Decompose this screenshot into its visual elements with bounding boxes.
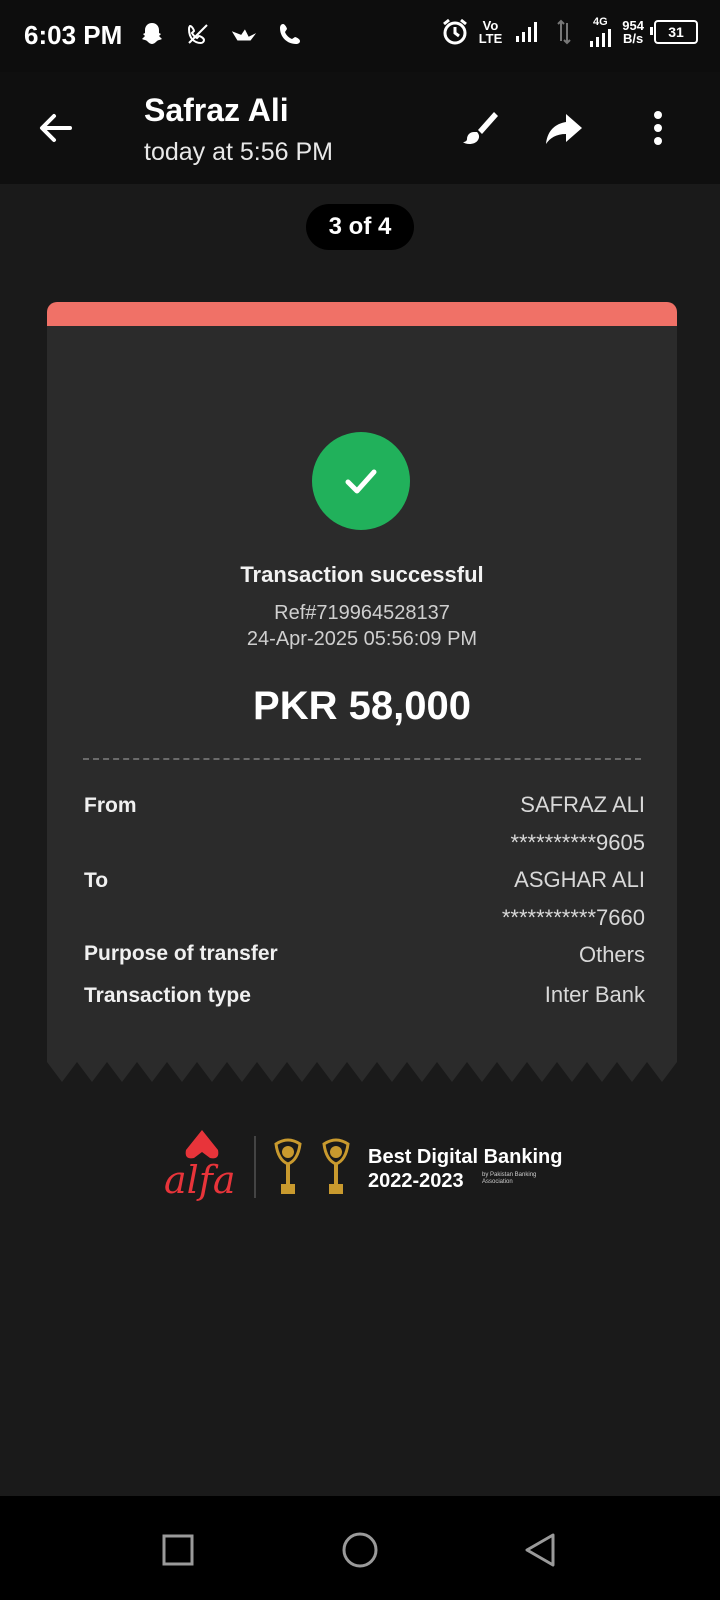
transaction-reference: Ref#719964528137 (274, 602, 450, 624)
award-year: 2022-2023 (368, 1170, 464, 1192)
from-account: **********9605 (510, 830, 645, 855)
back-nav-button[interactable] (520, 1530, 560, 1570)
system-status-icons (441, 16, 698, 47)
transaction-status: Transaction successful (240, 562, 484, 587)
award-by-text: by Pakistan Banking Association (482, 1172, 537, 1185)
battery-indicator (654, 20, 698, 44)
edit-button[interactable] (458, 106, 502, 150)
transaction-datetime: 24-Apr-2025 05:56:09 PM (246, 628, 478, 650)
volte-top: Vo (482, 17, 499, 33)
from-name: SAFRAZ ALI (520, 792, 645, 817)
app-bar (0, 72, 720, 184)
purpose-label: Purpose of transfer (84, 942, 278, 965)
snapchat-icon (138, 20, 166, 48)
share-forward-icon (544, 108, 584, 148)
triangle-back-icon (523, 1532, 557, 1568)
alarm-icon (441, 18, 469, 46)
recent-apps-button[interactable] (158, 1530, 198, 1570)
from-label: From (84, 794, 137, 817)
data-transfer-icon (550, 18, 578, 46)
message-timestamp: today at 5:56 PM (144, 138, 334, 166)
transaction-receipt (47, 302, 677, 1082)
status-bar (0, 0, 720, 72)
media-counter: 3 of 4 (306, 204, 414, 250)
transaction-type-label: Transaction type (84, 984, 251, 1007)
back-button[interactable] (36, 108, 76, 148)
footer-branding (164, 1128, 584, 1208)
signal-icon-2 (588, 29, 612, 47)
volte-bottom: LTE (478, 30, 503, 46)
app-notification-icon (230, 20, 258, 48)
alfa-logo-icon (182, 1128, 222, 1162)
signal-4g (588, 16, 612, 47)
network-speed-value: 954 (622, 17, 644, 33)
status-time: 6:03 PM (24, 20, 123, 50)
square-icon (161, 1533, 195, 1567)
notification-icons (138, 20, 304, 48)
receipt-zigzag-edge (47, 1060, 677, 1084)
forward-button[interactable] (542, 106, 586, 150)
receipt-body (47, 326, 677, 1062)
more-options-button[interactable] (636, 106, 680, 150)
receipt-accent-bar (47, 302, 677, 326)
network-type: 4G (592, 16, 608, 28)
more-vert-icon (652, 110, 664, 146)
contact-name: Safraz Ali (144, 92, 289, 128)
circle-icon (341, 1531, 379, 1569)
transaction-amount: PKR 58,000 (253, 684, 471, 728)
network-speed (622, 19, 644, 45)
phone-icon (276, 20, 304, 48)
signal-icon-1 (512, 18, 540, 46)
to-label: To (84, 869, 109, 892)
to-account: ***********7660 (501, 905, 645, 930)
transaction-type-value: Inter Bank (544, 982, 645, 1007)
battery-level: 31 (668, 23, 684, 40)
award-title: Best Digital Banking (368, 1146, 563, 1168)
back-arrow-icon (36, 108, 76, 148)
alfa-brand-text: alfa (164, 1158, 236, 1202)
purpose-value: Others (578, 942, 645, 967)
award-trophy-icon (268, 1134, 358, 1200)
missed-call-icon (184, 20, 212, 48)
volte-indicator (479, 19, 503, 45)
success-check-icon (312, 432, 410, 530)
brush-icon (460, 108, 500, 148)
footer-divider (254, 1136, 256, 1198)
to-name: ASGHAR ALI (514, 867, 645, 892)
dashed-divider (83, 758, 641, 760)
network-speed-unit: B/s (623, 30, 644, 46)
home-button[interactable] (340, 1530, 380, 1570)
system-nav-bar (0, 1496, 720, 1600)
